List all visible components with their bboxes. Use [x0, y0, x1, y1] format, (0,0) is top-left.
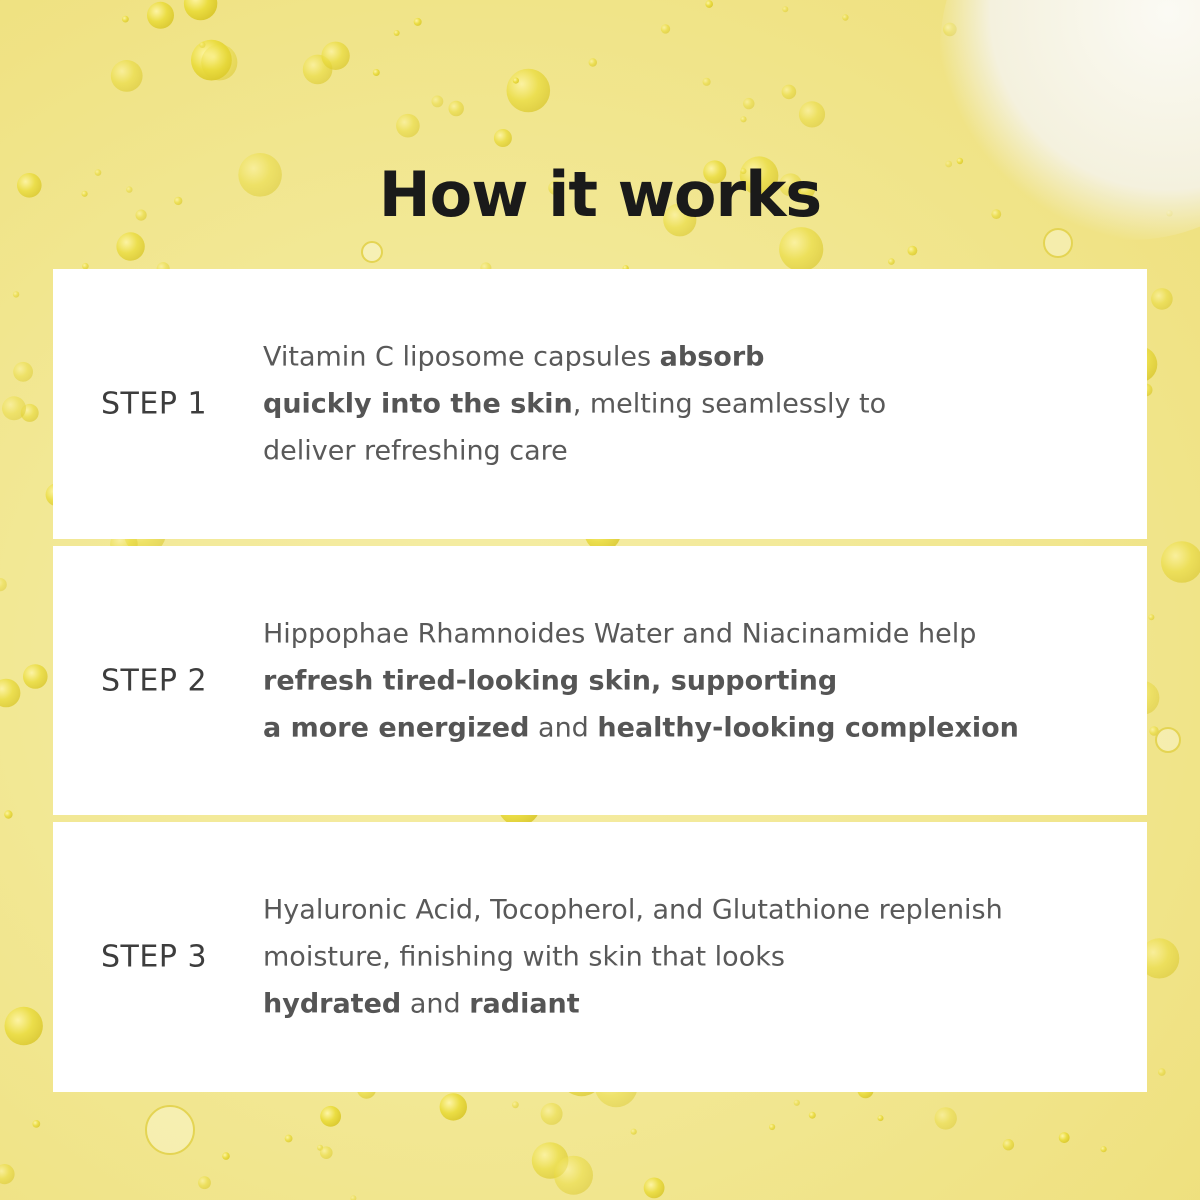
bubble — [146, 1106, 194, 1154]
description-line — [263, 428, 1123, 475]
bubble — [799, 101, 825, 127]
body-text: moisture, finishing with skin that looks — [263, 941, 785, 973]
bubble — [541, 1103, 563, 1125]
bubble — [2, 396, 26, 420]
description-line — [263, 981, 1123, 1028]
emphasis-text: hydrated — [263, 988, 402, 1020]
description-line — [263, 934, 1123, 981]
bubble — [1059, 1132, 1070, 1143]
bubble — [320, 1106, 341, 1127]
step-label: STEP 1 — [101, 386, 208, 422]
body-text: and — [401, 988, 470, 1020]
bubble — [513, 78, 519, 84]
bubble — [1151, 288, 1173, 310]
bubble — [373, 69, 380, 76]
bubble — [0, 679, 20, 708]
bubble — [507, 69, 551, 113]
description-line — [263, 334, 1123, 381]
bubble — [842, 14, 848, 20]
bubble — [888, 258, 895, 265]
bubble — [703, 78, 711, 86]
bubble — [13, 291, 19, 297]
bubble — [321, 42, 349, 70]
bubble — [111, 60, 143, 92]
body-text: deliver refreshing care — [263, 435, 568, 467]
bubble — [122, 16, 129, 23]
bubble — [350, 1195, 356, 1200]
bubble — [394, 30, 400, 36]
bubble — [769, 1124, 775, 1130]
bubble — [32, 1120, 40, 1128]
bubble — [554, 1156, 593, 1195]
emphasis-text: quickly into the skin — [263, 388, 573, 420]
bubble — [589, 58, 597, 66]
bubble — [199, 42, 205, 48]
bubble — [0, 578, 7, 591]
step-description — [263, 887, 1123, 1028]
bubble — [494, 129, 512, 147]
emphasis-text: radiant — [469, 988, 580, 1020]
bubble — [1148, 614, 1154, 620]
bubble — [878, 1115, 884, 1121]
bubble — [440, 1093, 467, 1120]
step-card-2 — [53, 546, 1147, 815]
emphasis-text: refresh tired-looking skin, supporting — [263, 665, 838, 696]
step-label: STEP 3 — [101, 939, 208, 975]
bubble — [0, 1164, 15, 1184]
description-line — [263, 887, 1123, 934]
body-text: Hippophae Rhamnoides Water and Niacinamide help — [263, 618, 977, 649]
body-text: Hyaluronic Acid, Tocopherol, and Glutathione replenish — [263, 894, 1003, 926]
step-card-1 — [53, 269, 1147, 539]
bubble — [1101, 1146, 1107, 1152]
bubble — [198, 1176, 211, 1189]
bubble — [320, 1146, 333, 1159]
bubble — [705, 0, 713, 8]
bubble — [1044, 229, 1072, 257]
bubble — [116, 232, 144, 260]
bubble — [1158, 1068, 1166, 1076]
bubble — [449, 101, 464, 116]
description-line — [263, 381, 1123, 428]
bubble — [512, 1101, 519, 1108]
bubble — [743, 98, 754, 109]
step-label: STEP 2 — [101, 663, 208, 698]
bubble — [631, 1129, 637, 1135]
bubble — [396, 114, 420, 138]
page-title: How it works — [378, 158, 822, 231]
bubble — [222, 1152, 230, 1160]
bubble — [23, 664, 48, 689]
emphasis-text: a more energized — [263, 712, 530, 743]
description-line — [263, 704, 1123, 751]
bubble — [1161, 541, 1200, 583]
bubble — [908, 246, 918, 256]
bubble — [285, 1135, 293, 1143]
bubble — [4, 810, 12, 818]
description-line — [263, 657, 1123, 704]
bubble — [184, 0, 217, 20]
body-text: , melting seamlessly to — [572, 388, 887, 420]
bubble — [1156, 728, 1180, 752]
bubble — [794, 1100, 800, 1106]
bubble — [782, 6, 788, 12]
body-text: Vitamin C liposome capsules — [263, 341, 660, 373]
bubble — [740, 116, 746, 122]
emphasis-text: healthy-looking complexion — [597, 712, 1019, 743]
emphasis-text: absorb — [659, 341, 765, 373]
bubble — [362, 242, 382, 262]
bubble — [935, 1107, 957, 1129]
bubble — [1003, 1139, 1014, 1150]
step-description — [263, 610, 1123, 751]
bubble — [5, 1007, 43, 1045]
body-text: and — [529, 712, 598, 743]
bubble — [644, 1178, 665, 1199]
bubble — [432, 96, 444, 108]
bubble — [147, 2, 174, 29]
step-card-3 — [53, 822, 1147, 1092]
bubble — [414, 18, 422, 26]
bubble — [809, 1112, 816, 1119]
bubble — [782, 85, 797, 100]
description-line — [263, 610, 1123, 657]
bubble — [13, 362, 33, 382]
step-description — [263, 334, 1123, 475]
bubble — [661, 24, 670, 33]
bubble — [779, 227, 823, 271]
bubble — [201, 44, 237, 80]
